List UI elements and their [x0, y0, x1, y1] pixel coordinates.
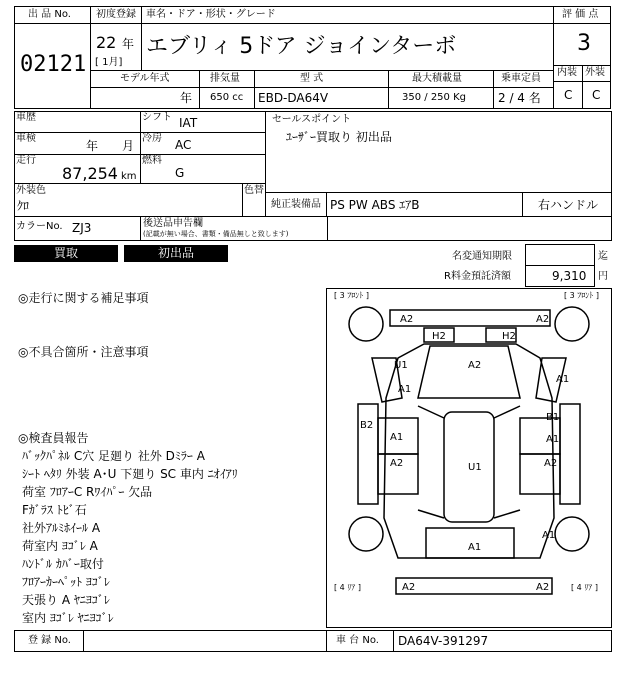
mark-door-left-rear: A2 [390, 458, 404, 469]
report-line: 荷室内 ﾖｺﾞﾚ A [22, 539, 98, 553]
ac-value: AC [175, 138, 192, 152]
report-line: 社外ｱﾙﾐﾎｲｰﾙ A [22, 521, 101, 535]
wheel-front-left-shape [349, 307, 383, 341]
max-load: 350 / 250 Kg [402, 92, 466, 103]
grade-label: 評 価 点 [562, 9, 599, 20]
recycle-unit: 円 [598, 271, 608, 282]
mark-quarter-right: A1 [542, 530, 556, 541]
damage-diagram [326, 288, 612, 628]
report-line: ﾌﾛｱｰｶｰﾍﾟｯﾄ ﾖｺﾞﾚ [22, 575, 110, 589]
first-reg-month: [ 1月] [95, 57, 123, 68]
recycle-label: R料金預託済額 [444, 271, 511, 282]
steering-value: 右ハンドル [538, 198, 599, 212]
mileage-label: 走行 [16, 155, 36, 166]
car-name: エブリィ 5ドア ジョインターボ [146, 34, 457, 59]
displacement-label: 排気量 [210, 73, 240, 84]
mark-hood: A2 [468, 360, 482, 371]
body-outline [384, 344, 554, 558]
shift-label: シフト [142, 112, 172, 123]
mark-door-right-rear: A2 [544, 458, 558, 469]
mark-pillar-left: B2 [360, 420, 374, 431]
reg-no-label: 登 録 No. [28, 635, 71, 646]
chassis-no: DA64V-391297 [398, 634, 489, 648]
mark-fender-left-u: U1 [394, 360, 408, 371]
capacity-label: 乗車定員 [501, 73, 541, 84]
report-line: 荷室 ﾌﾛｱｰC Rﾜｲﾊﾟｰ 欠品 [22, 485, 153, 499]
shaken-label: 車検 [16, 133, 36, 144]
first-listing-tag: 初出品 [124, 245, 228, 262]
equipment-value: PS PW ABS ｴｱB [330, 198, 420, 212]
mark-headlight-right: H2 [502, 331, 516, 342]
name-label: 車名・ドア・形状・グレード [146, 9, 276, 20]
mark-back-door: A1 [468, 542, 482, 553]
tire-rear-right-label: [ 4 ﾘｱ ] [571, 583, 598, 592]
tire-front-left-label: [ 3 ﾌﾛﾝﾄ ] [334, 291, 369, 300]
wheel-front-right-shape [555, 307, 589, 341]
model-type: EBD-DA64V [258, 91, 329, 105]
mark-headlight-left: H2 [432, 331, 446, 342]
docs-note: (記載が無い場合、書類・備品無しと致します) [143, 230, 289, 238]
car-diagram-svg [326, 288, 612, 628]
tire-rear-left-label: [ 4 ﾘｱ ] [334, 583, 361, 592]
shaken-month: 月 [122, 139, 135, 153]
tire-front-right-label: [ 3 ﾌﾛﾝﾄ ] [564, 291, 599, 300]
inspector-label: ◎検査員報告 [18, 431, 89, 445]
shift-value: IAT [179, 116, 198, 130]
ac-label: 冷房 [142, 133, 162, 144]
mark-pillar-right: B1 [546, 412, 560, 423]
color-no: ZJ3 [72, 221, 92, 235]
defects-label: ◎不具合箇所・注意事項 [18, 345, 149, 359]
recycle-amount: 9,310 [552, 269, 587, 283]
color-value: ｸﾛ [17, 199, 30, 213]
mark-rear-bumper-left: A2 [402, 582, 416, 593]
mileage-unit: km [121, 171, 137, 182]
mark-fender-right: A1 [556, 374, 570, 385]
fuel-label: 燃料 [142, 155, 162, 166]
sales-point: ﾕｰｻﾞｰ買取り 初出品 [286, 130, 392, 144]
wheel-rear-right-shape [555, 517, 589, 551]
mark-fender-left-a: A1 [398, 384, 412, 395]
reg-no-cell [83, 630, 327, 652]
chassis-label: 車 台 No. [336, 635, 379, 646]
mark-rear-bumper-right: A2 [536, 582, 550, 593]
front-bumper-shape [390, 310, 550, 326]
shaken-year: 年 [86, 139, 99, 153]
diagram-frame [327, 289, 612, 628]
grade-value: 3 [577, 31, 591, 56]
exterior-grade: C [592, 88, 601, 102]
history-label: 車歴 [16, 112, 36, 123]
report-line: 天張り A ﾔﾆﾖｺﾞﾚ [22, 593, 110, 607]
sales-point-label: セールスポイント [272, 114, 352, 125]
equipment-label: 純正装備品 [271, 199, 321, 210]
color-no-label: カラーNo. [16, 221, 63, 232]
fuel-value: G [175, 166, 185, 180]
interior-label: 内装 [557, 67, 577, 78]
mark-door-right-front: A1 [546, 434, 560, 445]
buyback-tag: 買取 [14, 245, 118, 262]
exterior-label: 外装 [585, 67, 605, 78]
era-year: 22 [96, 33, 117, 52]
wheel-rear-left-shape [349, 517, 383, 551]
model-year-unit: 年 [180, 91, 193, 105]
mark-front-bumper-right: A2 [536, 314, 550, 325]
report-line: 室内 ﾖｺﾞﾚ ﾔﾆﾖｺﾞﾚ [22, 611, 114, 625]
mileage-value: 87,254 [62, 164, 118, 183]
report-line: ﾊﾝﾄﾞﾙ ｶﾊﾞｰ取付 [22, 557, 104, 571]
lot-no-label: 出 品 No. [28, 9, 71, 20]
model-year-label: モデル年式 [120, 73, 170, 84]
repaint-label: 色替 [244, 185, 264, 196]
mark-door-left-front: A1 [390, 432, 404, 443]
color-cell [14, 183, 243, 217]
displacement: 650 cc [210, 92, 244, 103]
inspector-report [22, 447, 322, 627]
load-label: 最大積載量 [412, 73, 462, 84]
docs-blank-cell [327, 216, 612, 241]
type-label: 型 式 [300, 73, 324, 84]
pillar-left-shape [358, 404, 378, 504]
interior-grade: C [564, 88, 573, 102]
name-change-label: 名変通知期限 [452, 251, 512, 262]
first-reg-label: 初度登録 [96, 9, 136, 20]
lot-no: 02121 [20, 52, 87, 77]
driving-notes-label: ◎走行に関する補足事項 [18, 291, 149, 305]
docs-label: 後送品申告欄 [143, 218, 203, 229]
color-label: 外装色 [16, 185, 46, 196]
mark-roof: U1 [468, 462, 482, 473]
report-line: ﾊﾞｯｸﾊﾟﾈﾙ C穴 足廻り 社外 Dﾐﾗｰ A [22, 449, 205, 463]
capacity: 2 / 4 名 [498, 91, 541, 105]
report-line: ｼｰﾄ ﾍﾀﾘ 外装 A･U 下廻り SC 車内 ﾆｵｲｱﾘ [22, 467, 238, 481]
hood-shape [418, 346, 520, 398]
rear-bumper-shape [396, 578, 552, 594]
name-change-unit: 迄 [598, 251, 608, 262]
pillar-right-shape [560, 404, 580, 504]
mark-front-bumper-left: A2 [400, 314, 414, 325]
name-change-box [525, 244, 595, 266]
year-suffix: 年 [122, 37, 135, 51]
report-line: Fｶﾞﾗｽ ﾄﾋﾞ石 [22, 503, 87, 517]
